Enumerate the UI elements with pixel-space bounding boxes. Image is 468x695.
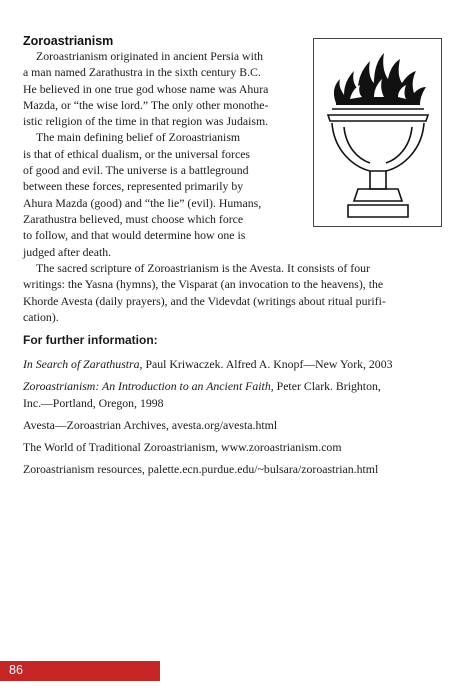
reference-details: Avesta—Zoroastrian Archives, avesta.org/avesta.html bbox=[23, 417, 278, 432]
intro-paragraphs bbox=[23, 48, 268, 260]
body-text-line: is that of ethical dualism, or the universal forces bbox=[23, 146, 251, 161]
body-text-line: The main defining belief of Zoroastrianism bbox=[36, 130, 241, 145]
reference-item bbox=[23, 461, 393, 477]
reference-item bbox=[23, 417, 393, 433]
body-text-line: Mazda, or “the wise lord.” The only other monothe- bbox=[23, 97, 269, 112]
flames bbox=[334, 53, 426, 105]
reference-item bbox=[23, 378, 393, 411]
body-text-line: between these forces, represented primarily by bbox=[23, 179, 244, 194]
urn bbox=[328, 109, 428, 217]
reference-item bbox=[23, 356, 393, 372]
footer-bar bbox=[0, 661, 160, 681]
scripture-paragraph bbox=[23, 260, 386, 325]
body-text-line: He believed in one true god whose name was Ahura bbox=[23, 81, 269, 96]
reference-title: Zoroastrianism: An Introduction to an Ancient Faith, bbox=[23, 379, 274, 394]
body-text-line: Khorde Avesta (daily prayers), and the Videvdat (writings about ritual purifi- bbox=[23, 293, 386, 308]
body-text-line: istic religion of the time in that region was Judaism. bbox=[23, 114, 269, 129]
reference-details-continued: Inc.—Portland, Oregon, 1998 bbox=[23, 395, 164, 410]
reference-details: Zoroastrianism resources, palette.ecn.purdue.edu/~bulsara/zoroastrian.html bbox=[23, 462, 379, 477]
reference-details: The World of Traditional Zoroastrianism, www.zoroastrianism.com bbox=[23, 440, 342, 455]
reference-details: Peter Clark. Brighton, bbox=[273, 379, 381, 394]
body-text-line: Zoroastrianism originated in ancient Persia with bbox=[36, 49, 264, 63]
reference-title: In Search of Zarathustra, bbox=[23, 357, 143, 371]
body-text-line: of good and evil. The universe is a battleground bbox=[23, 163, 249, 178]
reference-item bbox=[23, 439, 393, 455]
fire-urn-illustration bbox=[313, 38, 442, 227]
body-text-line: writings: the Yasna (hymns), the Visparat (an invocation to the heavens), the bbox=[23, 277, 384, 292]
body-text-line: judged after death. bbox=[23, 244, 112, 259]
body-text-line: The sacred scripture of Zoroastrianism is the Avesta. It consists of four bbox=[36, 261, 370, 275]
section-heading: Zoroastrianism bbox=[23, 34, 114, 48]
fire-urn-icon bbox=[314, 39, 441, 226]
body-text-line: cation). bbox=[23, 309, 59, 324]
reference-list bbox=[23, 356, 393, 484]
body-text-line: a man named Zarathustra in the sixth century B.C. bbox=[23, 65, 261, 80]
reference-details: Paul Kriwaczek. Alfred A. Knopf—New York, 2003 bbox=[142, 357, 393, 371]
page-number: 86 bbox=[9, 663, 23, 677]
body-text-line: to follow, and that would determine how one is bbox=[23, 228, 246, 243]
body-text-line: Ahura Mazda (good) and “the lie” (evil). Humans, bbox=[23, 195, 262, 210]
body-text-line: Zarathustra believed, must choose which force bbox=[23, 211, 244, 226]
further-information-heading: For further information: bbox=[23, 333, 158, 347]
